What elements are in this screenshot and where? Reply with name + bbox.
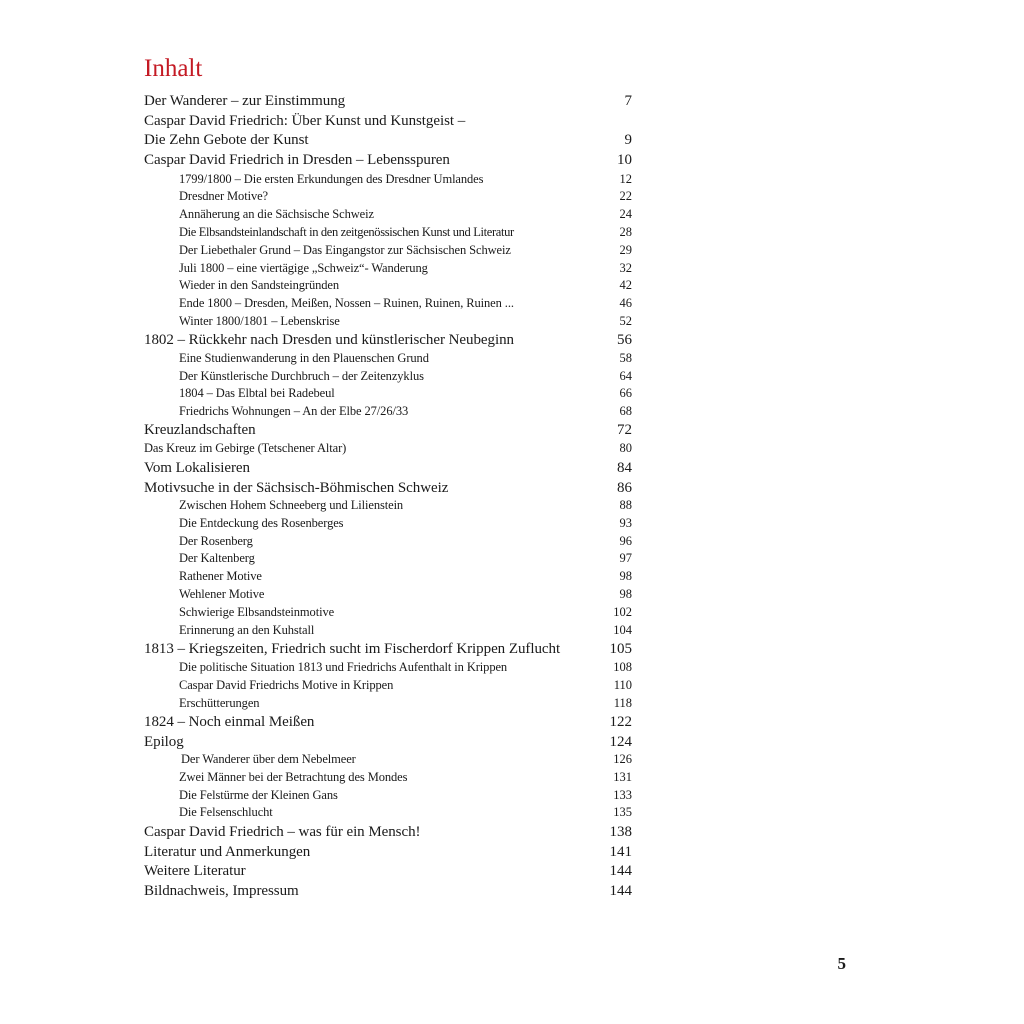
toc-entry[interactable]: [144, 479, 632, 498]
toc-entry-page: 96: [619, 534, 632, 548]
toc-entry-page: 28: [619, 225, 632, 239]
toc-entry[interactable]: [144, 112, 632, 131]
toc-entry-title: Die Felsenschlucht: [179, 805, 273, 819]
toc-entry-page: 93: [619, 516, 632, 530]
toc-entry-title: 1802 – Rückkehr nach Dresden und künstlerischer Neubeginn: [144, 332, 514, 348]
toc-entry[interactable]: [144, 403, 632, 420]
toc-entry-page: 9: [624, 132, 632, 148]
toc-entry[interactable]: [144, 659, 632, 676]
toc-entry-title: Annäherung an die Sächsische Schweiz: [179, 207, 374, 221]
toc-entry[interactable]: [144, 769, 632, 786]
toc-entry-page: 12: [619, 172, 632, 186]
toc-entry-title: Caspar David Friedrich in Dresden – Lebensspuren: [144, 152, 450, 168]
toc-entry[interactable]: [144, 713, 632, 732]
toc-entry[interactable]: [144, 421, 632, 440]
toc-entry-page: 24: [619, 207, 632, 221]
toc-entry-title: Weitere Literatur: [144, 863, 246, 879]
toc-entry[interactable]: [144, 515, 632, 532]
toc-entry-page: 102: [613, 605, 632, 619]
toc-entry-page: 133: [613, 788, 632, 802]
toc-entry-page: 10: [617, 152, 632, 168]
toc-entry-title: Caspar David Friedrich: Über Kunst und Kunstgeist –: [144, 113, 466, 129]
toc-entry-title: Kreuzlandschaften: [144, 422, 256, 438]
toc-entry-page: 138: [609, 824, 632, 840]
toc-entry-title: Motivsuche in der Sächsisch-Böhmischen Schweiz: [144, 480, 449, 496]
toc-entry-title: Rathener Motive: [179, 569, 262, 583]
toc-heading: Inhalt: [144, 55, 203, 82]
toc-entry[interactable]: [144, 131, 632, 150]
toc-entry-page: 22: [619, 189, 632, 203]
toc-entry-page: 7: [624, 93, 632, 109]
toc-entry-title: Der Kaltenberg: [179, 551, 255, 565]
toc-entry-title: 1799/1800 – Die ersten Erkundungen des Dresdner Umlandes: [179, 172, 484, 186]
toc-entry-title: Caspar David Friedrichs Motive in Krippen: [179, 678, 394, 692]
toc-entry[interactable]: [144, 385, 632, 402]
toc-entry-page: 80: [619, 441, 632, 455]
toc-entry[interactable]: [144, 242, 632, 259]
toc-entry[interactable]: [144, 277, 632, 294]
toc-entry-title: Der Rosenberg: [179, 534, 253, 548]
toc-entry-page: 98: [619, 569, 632, 583]
toc-entry-title: 1813 – Kriegszeiten, Friedrich sucht im Fischerdorf Krippen Zuflucht: [144, 641, 561, 657]
toc-entry-title: Ende 1800 – Dresden, Meißen, Nossen – Ruinen, Ruinen, Ruinen ...: [179, 296, 514, 310]
toc-entry-title: Zwischen Hohem Schneeberg und Lilienstein: [179, 498, 404, 512]
toc-entry-title: Der Liebethaler Grund – Das Eingangstor zur Sächsischen Schweiz: [179, 243, 511, 257]
toc-entry-page: 88: [619, 498, 632, 512]
toc-entry-page: 105: [609, 641, 632, 657]
toc-entry-title: Literatur und Anmerkungen: [144, 844, 311, 860]
toc-entry-page: 110: [613, 678, 632, 692]
toc-entry[interactable]: [144, 295, 632, 312]
toc-entry-page: 52: [619, 314, 632, 328]
toc-entry[interactable]: [144, 497, 632, 514]
toc-entry-title: Winter 1800/1801 – Lebenskrise: [179, 314, 340, 328]
toc-entry[interactable]: [144, 224, 632, 241]
toc-entry-page: 46: [619, 296, 632, 310]
toc-entry-page: 97: [619, 551, 632, 565]
toc-entry-page: 29: [619, 243, 632, 257]
toc-entry-title: Dresdner Motive?: [179, 189, 268, 203]
toc-entry-page: 144: [609, 883, 632, 899]
toc-entry[interactable]: [144, 331, 632, 350]
toc-entry-title: Juli 1800 – eine viertägige „Schweiz“- Wanderung: [179, 261, 428, 275]
toc-entry-title: Bildnachweis, Impressum: [144, 883, 299, 899]
toc-entry-title: Der Künstlerische Durchbruch – der Zeitenzyklus: [179, 369, 424, 383]
toc-entry-page: 84: [617, 460, 632, 476]
toc-entry-page: 86: [617, 480, 632, 496]
toc-entry-title: Der Wanderer – zur Einstimmung: [144, 93, 346, 109]
toc-entry-page: 144: [609, 863, 632, 879]
toc-entry[interactable]: [144, 695, 632, 712]
toc-entry[interactable]: [144, 151, 632, 170]
toc-entry-title: Wieder in den Sandsteingründen: [179, 278, 339, 292]
toc-entry-page: 124: [609, 734, 632, 750]
toc-entry[interactable]: [144, 568, 632, 585]
toc-entry[interactable]: [144, 350, 632, 367]
toc-entry-page: 108: [613, 660, 632, 674]
toc-entry-title: Zwei Männer bei der Betrachtung des Mondes: [179, 770, 408, 784]
toc-entry-page: 32: [619, 261, 632, 275]
toc-entry-title: Erschütterungen: [179, 696, 260, 710]
toc-entry-page: 64: [619, 369, 632, 383]
toc-entry[interactable]: [144, 640, 632, 659]
toc-entry[interactable]: [144, 260, 632, 277]
toc-entry[interactable]: [144, 92, 632, 111]
toc-entry[interactable]: [144, 751, 632, 768]
toc-entry-title: Eine Studienwanderung in den Plauenschen Grund: [179, 351, 429, 365]
toc-entry-page: 66: [619, 386, 632, 400]
toc-entry[interactable]: [144, 823, 632, 842]
toc-entry-page: 104: [613, 623, 632, 637]
toc-entry-title: Erinnerung an den Kuhstall: [179, 623, 315, 637]
toc-entry[interactable]: [144, 586, 632, 603]
toc-entry[interactable]: [144, 677, 632, 694]
toc-entry-title: Die Felstürme der Kleinen Gans: [179, 788, 338, 802]
toc-entry-page: 98: [619, 587, 632, 601]
toc-entry[interactable]: [144, 862, 632, 881]
toc-entry-title: 1804 – Das Elbtal bei Radebeul: [179, 386, 335, 400]
toc-entry-title: Der Wanderer über dem Nebelmeer: [181, 752, 356, 766]
toc-entry[interactable]: [144, 533, 632, 550]
toc-entry-page: 141: [609, 844, 632, 860]
toc-entry-page: 122: [609, 714, 632, 730]
toc-entry[interactable]: [144, 604, 632, 621]
toc-entry-page: 126: [613, 752, 632, 766]
toc-entry[interactable]: [144, 622, 632, 639]
toc-entry-title: Epilog: [144, 734, 184, 750]
toc-entry[interactable]: [144, 882, 632, 901]
toc-entry-title: Friedrichs Wohnungen – An der Elbe 27/26/33: [179, 404, 409, 418]
toc-entry-page: 56: [617, 332, 632, 348]
toc-entry-page: 68: [619, 404, 632, 418]
toc-entry[interactable]: [144, 843, 632, 862]
toc-entry-page: 72: [617, 422, 632, 438]
toc-entry[interactable]: [144, 188, 632, 205]
toc-entry[interactable]: [144, 804, 632, 821]
toc-entry-title: Caspar David Friedrich – was für ein Mensch!: [144, 824, 421, 840]
toc-entry-title: Die politische Situation 1813 und Friedrichs Aufenthalt in Krippen: [179, 660, 508, 674]
toc-entry-title: Die Zehn Gebote der Kunst: [144, 132, 309, 148]
toc-entry-title: Wehlener Motive: [179, 587, 265, 601]
toc-entry-page: 42: [619, 278, 632, 292]
toc-entry[interactable]: [144, 550, 632, 567]
toc-entry-page: 118: [613, 696, 632, 710]
toc-entry-title: Vom Lokalisieren: [144, 460, 250, 476]
toc-entry[interactable]: [144, 206, 632, 223]
toc-entry-title: Das Kreuz im Gebirge (Tetschener Altar): [144, 441, 347, 455]
toc-entry[interactable]: [144, 368, 632, 385]
toc-entry[interactable]: [144, 171, 632, 188]
page-number: 5: [837, 954, 846, 973]
toc-entry[interactable]: [144, 313, 632, 330]
toc-entry-page: 131: [613, 770, 632, 784]
toc-entry-title: Die Elbsandsteinlandschaft in den zeitgenössischen Kunst und Literatur: [179, 225, 514, 239]
toc-entry[interactable]: [144, 787, 632, 804]
toc-entry-page: 58: [619, 351, 632, 365]
toc-entry-title: Die Entdeckung des Rosenberges: [179, 516, 344, 530]
toc-entry[interactable]: [144, 459, 632, 478]
toc-entry-page: 135: [613, 805, 632, 819]
toc-entry[interactable]: [144, 733, 632, 752]
toc-entry[interactable]: [144, 440, 632, 457]
toc-entry-title: Schwierige Elbsandsteinmotive: [179, 605, 335, 619]
toc-entry-title: 1824 – Noch einmal Meißen: [144, 714, 315, 730]
